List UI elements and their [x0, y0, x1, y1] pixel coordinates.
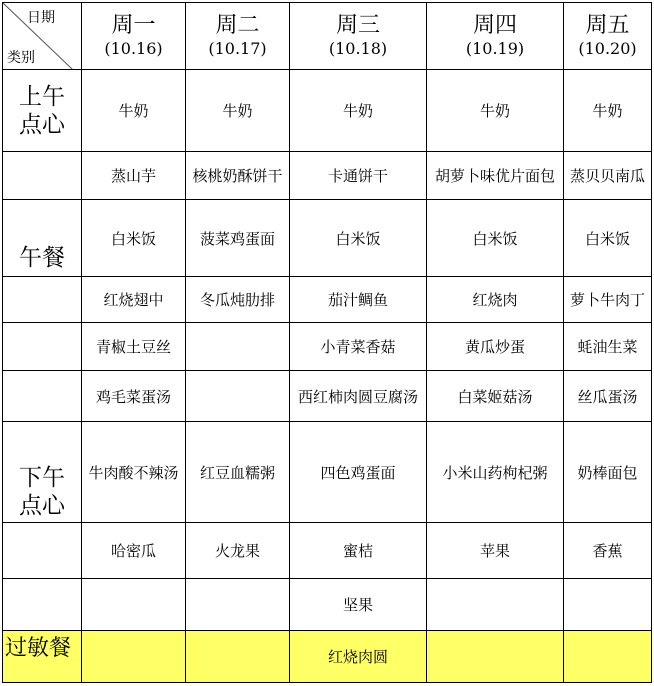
menu-cell: 鸡毛菜蛋汤: [82, 371, 186, 422]
day-date: (10.17): [208, 39, 267, 58]
menu-cell: 牛奶: [82, 70, 186, 152]
morning-snack-row-2: [3, 152, 652, 200]
menu-cell: [186, 631, 290, 683]
day-name: 周五: [585, 13, 630, 38]
empty-category-cell: [3, 371, 82, 422]
menu-cell: [82, 631, 186, 683]
empty-category-cell: [3, 523, 82, 579]
empty-category-cell: [3, 579, 82, 631]
allergy-row: [3, 631, 652, 683]
menu-cell: [186, 579, 290, 631]
menu-cell: [186, 323, 290, 371]
category-allergy: 过敏餐: [3, 631, 82, 683]
category-morning-snack: [3, 70, 82, 152]
afternoon-snack-row-3: [3, 579, 652, 631]
menu-cell: 蚝油生菜: [564, 323, 652, 371]
day-name: 周二: [215, 13, 260, 38]
lunch-row-4: [3, 371, 652, 422]
day-date: (10.20): [578, 39, 637, 58]
day-date: (10.18): [328, 39, 388, 58]
menu-cell: 萝卜牛肉丁: [564, 277, 652, 323]
menu-cell: 胡萝卜味优片面包: [427, 152, 564, 200]
afternoon-snack-row-2: [3, 523, 652, 579]
menu-cell: 黄瓜炒蛋: [427, 323, 564, 371]
menu-cell: 坚果: [290, 579, 427, 631]
day-name: 周四: [472, 13, 517, 38]
menu-cell: 牛奶: [290, 70, 427, 152]
category-line: 上午: [19, 83, 65, 110]
menu-cell: [564, 631, 652, 683]
menu-cell: 卡通饼干: [290, 152, 427, 200]
menu-cell: [427, 631, 564, 683]
menu-cell: 哈密瓜: [82, 523, 186, 579]
category-line: 下午: [19, 465, 65, 491]
afternoon-snack-row-1: [3, 422, 652, 523]
menu-cell: 白米饭: [82, 200, 186, 277]
menu-cell: 蒸山芋: [82, 152, 186, 200]
lunch-row-3: [3, 323, 652, 371]
category-line: 点心: [19, 111, 65, 138]
day-header-tue: [186, 3, 290, 70]
day-header-fri: [564, 3, 652, 70]
category-line: 点心: [19, 493, 65, 519]
menu-cell: 四色鸡蛋面: [290, 422, 427, 523]
menu-cell: 牛奶: [186, 70, 290, 152]
category-afternoon-snack: [3, 422, 82, 523]
empty-category-cell: [3, 152, 82, 200]
menu-cell: 小米山药枸杞粥: [427, 422, 564, 523]
menu-cell: 西红柿肉圆豆腐汤: [290, 371, 427, 422]
day-header-mon: [82, 3, 186, 70]
menu-cell: 牛奶: [427, 70, 564, 152]
menu-cell: 白菜姬菇汤: [427, 371, 564, 422]
menu-cell: 苹果: [427, 523, 564, 579]
menu-cell: 香蕉: [564, 523, 652, 579]
menu-cell: 红烧肉圆: [290, 631, 427, 683]
menu-cell: 蒸贝贝南瓜: [564, 152, 652, 200]
weekly-menu-table: [2, 2, 652, 683]
empty-category-cell: [3, 323, 82, 371]
menu-cell: 核桃奶酥饼干: [186, 152, 290, 200]
menu-cell: 小青菜香菇: [290, 323, 427, 371]
day-date: (10.16): [104, 39, 163, 58]
menu-cell: 冬瓜炖肋排: [186, 277, 290, 323]
category-label: 类别: [7, 50, 35, 66]
menu-cell: 茄汁鲷鱼: [290, 277, 427, 323]
menu-cell: 蜜桔: [290, 523, 427, 579]
day-name: 周三: [335, 13, 380, 38]
menu-cell: 丝瓜蛋汤: [564, 371, 652, 422]
menu-cell: 白米饭: [290, 200, 427, 277]
menu-cell: [427, 579, 564, 631]
menu-cell: 菠菜鸡蛋面: [186, 200, 290, 277]
menu-cell: 红烧翅中: [82, 277, 186, 323]
corner-header-cell: [3, 3, 82, 70]
menu-cell: 红豆血糯粥: [186, 422, 290, 523]
menu-cell: 白米饭: [564, 200, 652, 277]
day-name: 周一: [111, 13, 156, 38]
lunch-row-2: [3, 277, 652, 323]
menu-cell: 牛肉酸不辣汤: [82, 422, 186, 523]
day-date: (10.19): [465, 39, 525, 58]
morning-snack-row-1: [3, 70, 652, 152]
menu-cell: 奶棒面包: [564, 422, 652, 523]
category-lunch: 午餐: [3, 200, 82, 277]
menu-cell: [564, 579, 652, 631]
date-label: 日期: [27, 10, 55, 26]
lunch-row-1: [3, 200, 652, 277]
menu-cell: [82, 579, 186, 631]
day-header-thu: [427, 3, 564, 70]
menu-cell: [186, 371, 290, 422]
menu-cell: 火龙果: [186, 523, 290, 579]
header-row: [3, 3, 652, 70]
empty-category-cell: [3, 277, 82, 323]
day-header-wed: [290, 3, 427, 70]
menu-cell: 牛奶: [564, 70, 652, 152]
menu-cell: 青椒土豆丝: [82, 323, 186, 371]
menu-cell: 白米饭: [427, 200, 564, 277]
menu-cell: 红烧肉: [427, 277, 564, 323]
